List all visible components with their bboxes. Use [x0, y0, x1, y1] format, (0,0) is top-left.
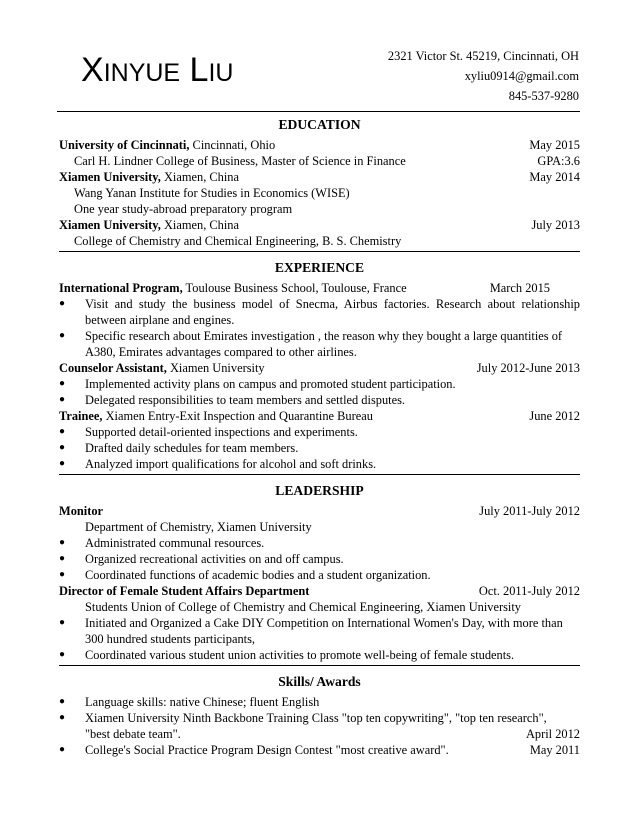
skills-section [59, 694, 580, 758]
section-divider [59, 251, 580, 252]
list-item: ● Delegated responsibilities to team members and settled disputes. [59, 393, 406, 407]
edu-detail: Carl H. Lindner College of Business, Master of Science in Finance [74, 154, 406, 168]
list-item: ● Specific research about Emirates investigation , the reason why they bought a large quantities of A380, Emirates advantages compared to other airlines. [59, 329, 563, 359]
leadership-heading: LEADERSHIP [275, 483, 364, 498]
lead-detail: Department of Chemistry, Xiamen University [85, 520, 312, 534]
bullet-icon: ● [59, 458, 66, 469]
edu-detail: One year study-abroad preparatory program [74, 202, 293, 216]
edu-detail: Wang Yanan Institute for Studies in Economics (WISE) [74, 186, 350, 200]
education-heading: EDUCATION [278, 117, 361, 132]
list-item: ● Administrated communal resources. [59, 536, 265, 550]
edu-location: Cincinnati, Ohio [189, 138, 276, 152]
edu-detail: College of Chemistry and Chemical Engineering, B. S. Chemistry [74, 234, 402, 248]
list-item: ● Xiamen University Ninth Backbone Training Class "top ten copywriting", "top ten research", [59, 711, 547, 725]
edu-entry [59, 169, 580, 185]
bullet-icon: ● [59, 378, 66, 389]
exp-location: Xiamen Entry-Exit Inspection and Quarantine Bureau [102, 409, 373, 423]
experience-heading: EXPERIENCE [274, 260, 365, 275]
lead-role: Director of Female Student Affairs Department [59, 584, 310, 598]
skill-continuation: "best debate team". April 2012 [85, 727, 580, 741]
exp-entry [59, 360, 580, 376]
bullet-icon: ● [59, 617, 66, 628]
exp-entry [59, 280, 580, 296]
bullet-icon: ● [59, 696, 66, 707]
leadership-section [59, 503, 580, 663]
skill-date: May 2011 [529, 743, 580, 757]
edu-location: Xiamen, China [160, 170, 239, 184]
edu-entry [59, 137, 580, 153]
lead-date: Oct. 2011-July 2012 [478, 584, 580, 598]
contact-info [388, 46, 579, 106]
lead-role: Monitor [59, 504, 104, 518]
list-item: ● Drafted daily schedules for team members. [59, 441, 299, 455]
exp-date: March 2015 [489, 281, 550, 295]
section-divider [59, 665, 580, 666]
list-item: ● Implemented activity plans on campus and promoted student participation. [59, 377, 456, 391]
bullet-icon: ● [59, 330, 66, 341]
edu-org: Xiamen University, [59, 170, 161, 184]
lead-detail: Students Union of College of Chemistry and Chemical Engineering, Xiamen University [85, 600, 522, 614]
resume-header [0, 0, 638, 112]
edu-date: July 2013 [531, 218, 580, 232]
exp-date: July 2012-June 2013 [476, 361, 580, 375]
bullet-icon: ● [59, 394, 66, 405]
bullet-icon: ● [59, 744, 66, 755]
candidate-name: XINYUE LIU [81, 51, 234, 89]
list-item: ● Initiated and Organized a Cake DIY Competition on International Women's Day, with more than 300 hundred students participants, [59, 616, 563, 646]
skills-heading: Skills/ Awards [278, 674, 361, 689]
email: xyliu0914@gmail.com [464, 69, 579, 83]
edu-location: Xiamen, China [160, 218, 239, 232]
exp-location: Toulouse Business School, Toulouse, France [182, 281, 407, 295]
list-item: ● Organized recreational activities on and off campus. [59, 552, 344, 566]
education-section [59, 137, 580, 249]
phone: 845-537-9280 [508, 89, 579, 103]
address: 2321 Victor St. 45219, Cincinnati, OH [387, 49, 579, 63]
edu-detail-row [59, 153, 580, 169]
bullet-icon: ● [59, 712, 66, 723]
exp-org: International Program, [59, 281, 183, 295]
edu-date: May 2015 [529, 138, 580, 152]
exp-location: Xiamen University [166, 361, 265, 375]
experience-section [59, 280, 580, 472]
bullet-icon: ● [59, 553, 66, 564]
exp-org: Trainee, [59, 409, 103, 423]
bullet-icon: ● [59, 426, 66, 437]
section-divider [59, 474, 580, 475]
bullet-icon: ● [59, 442, 66, 453]
list-item: ● Language skills: native Chinese; fluent English [59, 695, 320, 709]
resume-body [59, 112, 580, 758]
bullet-icon: ● [59, 537, 66, 548]
list-item: ● Analyzed import qualifications for alcohol and soft drinks. [59, 457, 377, 471]
edu-gpa: GPA:3.6 [537, 154, 580, 168]
bullet-icon: ● [59, 298, 66, 309]
edu-org: Xiamen University, [59, 218, 161, 232]
edu-org: University of Cincinnati, [59, 138, 190, 152]
exp-org: Counselor Assistant, [59, 361, 167, 375]
lead-entry [59, 503, 580, 519]
exp-entry [59, 408, 580, 424]
list-item: ● Coordinated various student union activities to promote well-being of female students. [59, 648, 515, 662]
lead-entry [59, 583, 580, 599]
bullet-icon: ● [59, 569, 66, 580]
list-item: ● Supported detail-oriented inspections and experiments. [59, 425, 358, 439]
exp-date: June 2012 [529, 409, 580, 423]
list-item: ● Coordinated functions of academic bodies and a student organization. [59, 568, 431, 582]
bullet-icon: ● [59, 649, 66, 660]
edu-entry [59, 217, 580, 233]
edu-date: May 2014 [529, 170, 580, 184]
skill-date: April 2012 [525, 727, 580, 741]
lead-date: July 2011-July 2012 [479, 504, 580, 518]
list-item: ● Visit and study the business model of Snecma, Airbus factories. Research about relationship between airplane and engines. [59, 297, 580, 327]
list-item: ● College's Social Practice Program Design Contest "most creative award". May 2011 [59, 743, 580, 757]
